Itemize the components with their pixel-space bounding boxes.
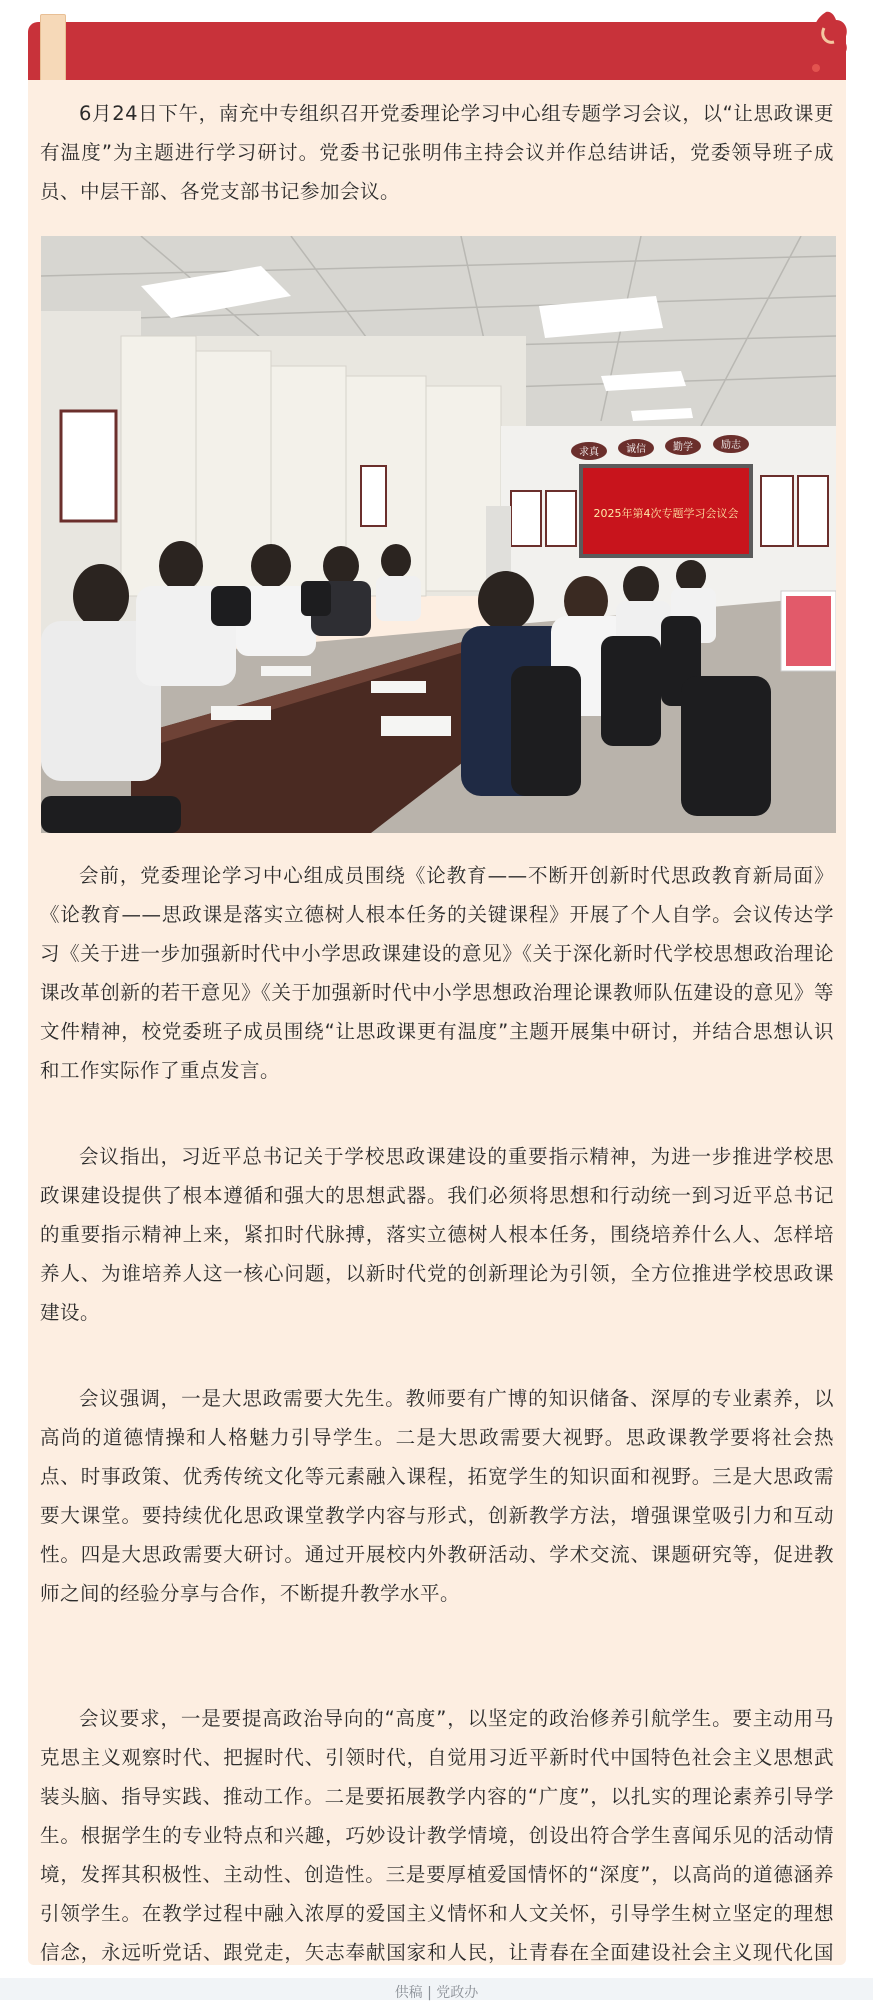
article-paragraph-3: 会议指出，习近平总书记关于学校思政课建设的重要指示精神，为进一步推进学校思政课建设提供了根本遵循和强大的思想武器。我们必须将思想和行动统一到习近平总书记的重要指示精神上来，紧扣时代脉搏，落实立德树人根本任务，围绕培养什么人、怎样培养人、为谁培养人这一核心问题，以新时代党的创新理论为引领，全方位推进学校思政课建设。: [40, 1145, 834, 1324]
article-paragraph-5: 会议要求，一是要提高政治导向的“高度”，以坚定的政治修养引航学生。要主动用马克思主义观察时代、把握时代、引领时代，自觉用习近平新时代中国特色社会主义思想武装头脑、指导实践、推动工作。二是要拓展教学内容的“广度”，以扎实的理论素养引导学生。根据学生的专业特点和兴趣，巧妙设计教学情境，创设出符合学生喜闻乐见的活动情境，发挥其积极性、主动性、创造性。三是要厚植爱国情怀的“深度”，以高尚的道德涵养引领学生。在教学过程中融入浓厚的爱国主义情怀和人文关怀，引导学生树立坚定的理想信念，永远听党话、跟党走，矢志奉献国家和人民，让青春在全面建设社会主义现代化国: [40, 1707, 834, 1964]
header-banner: [28, 22, 846, 80]
banner-bookmark-tab: [40, 14, 66, 86]
meeting-room-photo: [41, 236, 836, 833]
photo-plaque-3: 勤学: [673, 442, 693, 453]
footer-credit: 供稿 | 党政办: [394, 1985, 479, 2001]
photo-screen-title: 2025年第4次专题学习会议会: [593, 507, 739, 520]
photo-plaque-1: 求真: [579, 447, 599, 458]
article-paragraph-2: 会前，党委理论学习中心组成员围绕《论教育——不断开创新时代思政教育新局面》《论教育——思政课是落实立德树人根本任务的关键课程》开展了个人自学。会议传达学习《关于进一步加强新时代中小学思政课建设的意见》《关于深化新时代学校思想政治理论课改革创新的若干意见》《关于加强新时代中小学思想政治理论课教师队伍建设的意见》等文件精神，校党委班子成员围绕“让思政课更有温度”主题开展集中研讨，并结合思想认识和工作实际作了重点发言。: [40, 864, 834, 1082]
article-paragraph-4: 会议强调，一是大思政需要大先生。教师要有广博的知识储备、深厚的专业素养，以高尚的道德情操和人格魅力引导学生。二是大思政需要大视野。思政课教学要将社会热点、时事政策、优秀传统文化等元素融入课程，拓宽学生的知识面和视野。三是大思政需要大课堂。要持续优化思政课堂教学内容与形式，创新教学方法，增强课堂吸引力和互动性。四是大思政需要大研讨。通过开展校内外教研活动、学术交流、课题研究等，促进教师之间的经验分享与合作，不断提升教学水平。: [40, 1387, 834, 1605]
red-ornament-icon: [796, 8, 852, 84]
article-paragraph-1: 6月24日下午，南充中专组织召开党委理论学习中心组专题学习会议，以“让思政课更有温度”为主题进行学习研讨。党委书记张明伟主持会议并作总结讲话，党委领导班子成员、中层干部、各党支部书记参加会议。: [40, 102, 834, 203]
photo-plaque-2: 诚信: [626, 444, 646, 455]
article-card: [28, 80, 846, 1965]
photo-plaque-4: 励志: [721, 440, 741, 451]
